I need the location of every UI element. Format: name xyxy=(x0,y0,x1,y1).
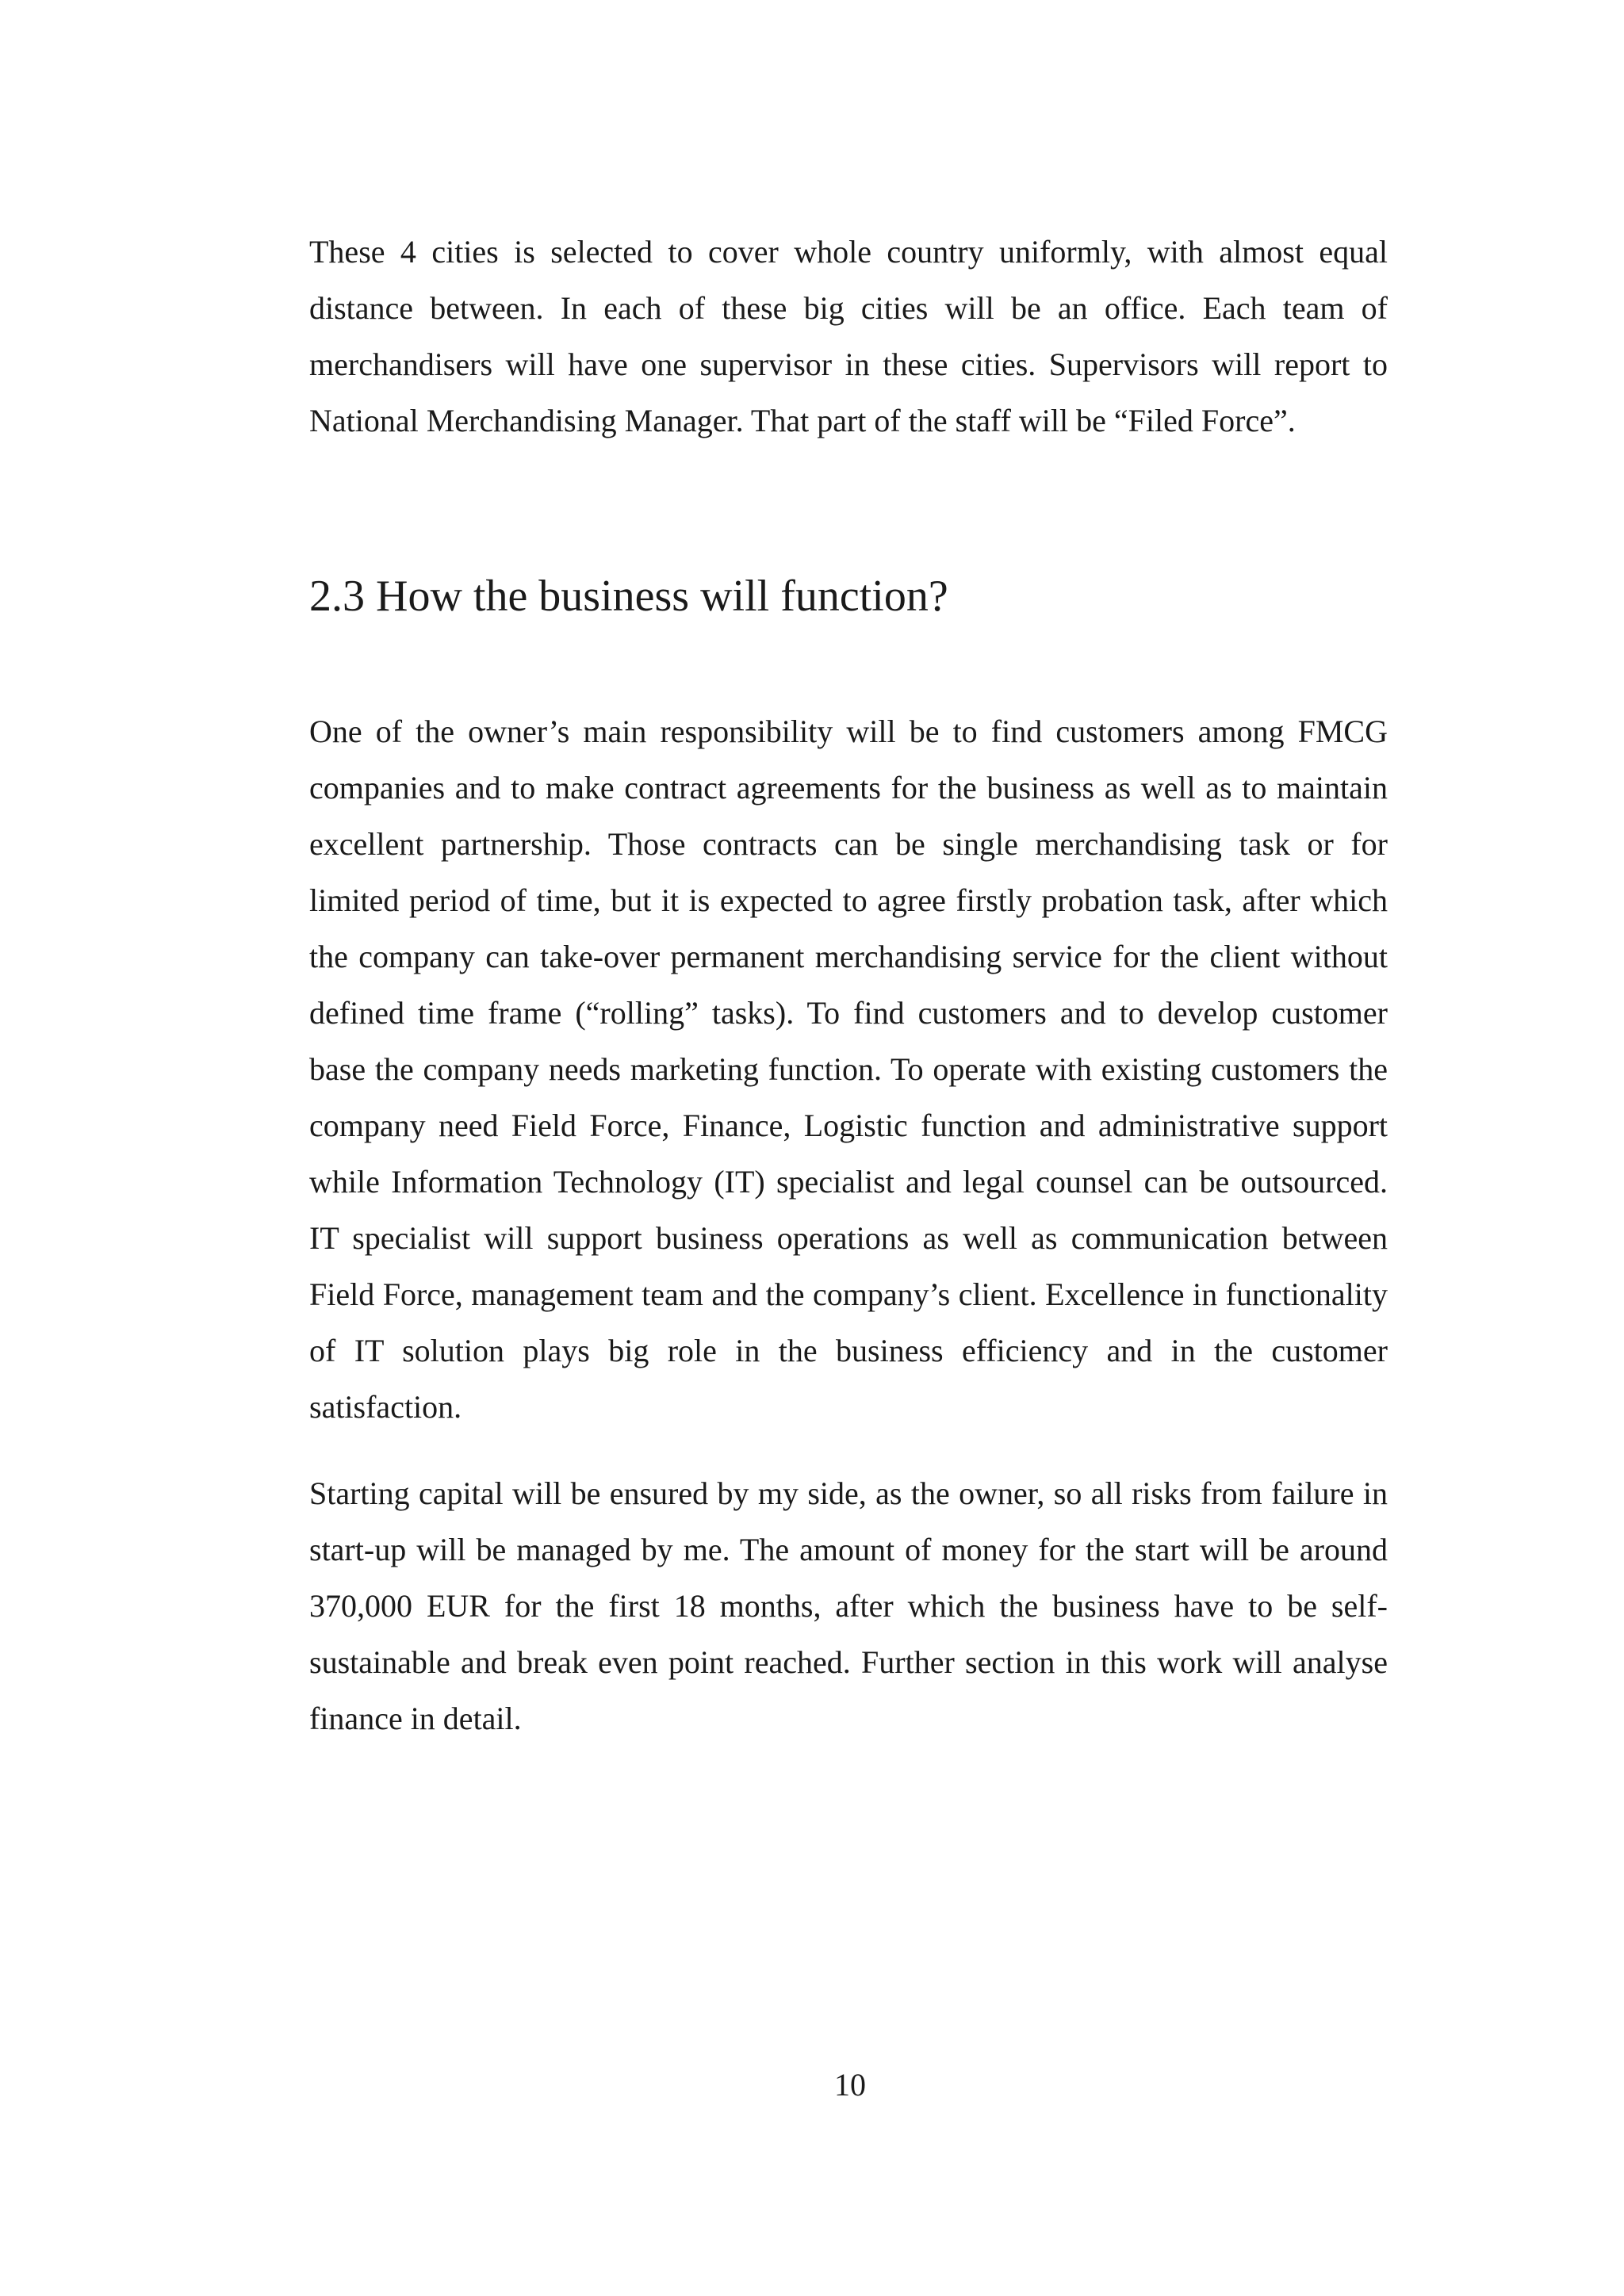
section-heading: 2.3 How the business will function? xyxy=(309,572,948,621)
paragraph-business-function: One of the owner’s main responsibility will be to find customers among FMCG companies and to make contract agreements for the business as well as to maintain excellent partnership. Those contracts can be single merchandising task or for limited period of time, but it is expected to agree firstly probation task, after which the company can take-over permanent merchandising service for the client without defined time frame (“rolling” tasks). To find customers and to develop customer base the company needs marketing function. To operate with existing customers the company need Field Force, Finance, Logistic function and administrative support while Information Technology (IT) specialist and legal counsel can be outsourced. IT specialist will support business operations as well as communication between Field Force, management team and the company’s client. Excellence in functionality of IT solution plays big role in the business efficiency and in the customer satisfaction. xyxy=(309,714,1388,1425)
paragraph-starting-capital: Starting capital will be ensured by my side, as the owner, so all risks from failure in start-up will be managed by me. The amount of money for the start will be around 370,000 EUR for the first 18 months, after which the business have to be self-sustainable and break even point reached. Further section in this work will analyse finance in detail. xyxy=(309,1475,1388,1736)
page-number: 10 xyxy=(834,2067,866,2103)
paragraph-cities: These 4 cities is selected to cover whole country uniformly, with almost equal distance between. In each of these big cities will be an office. Each team of merchandisers will have one supervisor in these cities. Supervisors will report to National Merchandising Manager. That part of the staff will be “Filed Force”. xyxy=(309,234,1388,438)
